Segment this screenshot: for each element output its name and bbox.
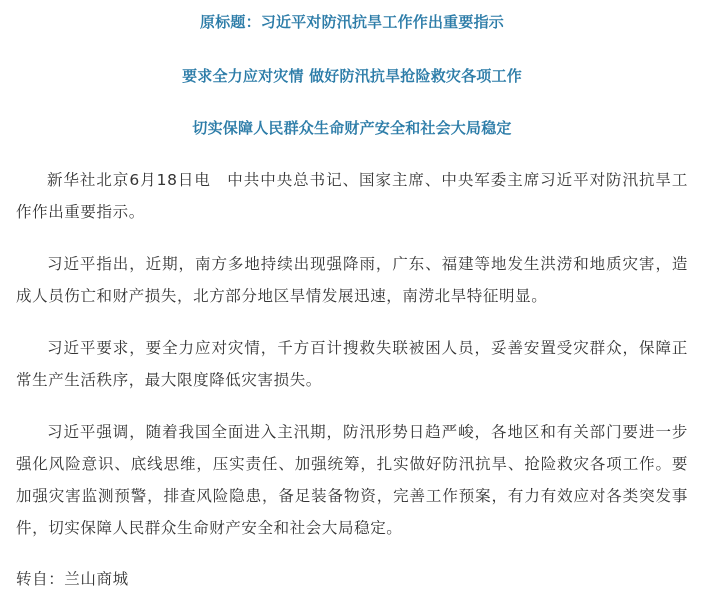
headline-original-title: 原标题：习近平对防汛抗旱工作作出重要指示 — [199, 13, 504, 31]
headline-subtitle-2: 切实保障人民群众生命财产安全和社会大局稳定 — [192, 119, 512, 137]
article-paragraph-lead: 新华社北京6月18日电 中共中央总书记、国家主席、中央军委主席习近平对防汛抗旱工作作出重要指示。 — [16, 171, 688, 221]
article-paragraph-2: 习近平指出，近期，南方多地持续出现强降雨，广东、福建等地发生洪涝和地质灾害，造成人员伤亡和财产损失，北方部分地区旱情发展迅速，南涝北旱特征明显。 — [16, 255, 688, 305]
headline-subtitle: 要求全力应对灾情 做好防汛抗旱抢险救灾各项工作 — [182, 67, 522, 85]
source-attribution: 转自：兰山商城 — [16, 570, 129, 588]
article-paragraph-4: 习近平强调，随着我国全面进入主汛期，防汛形势日趋严峻，各地区和有关部门要进一步强化风险意识、底线思维，压实责任、加强统筹，扎实做好防汛抗旱、抢险救灾各项工作。要加强灾害监测预警，排查风险隐患，备足装备物资，完善工作预案，有力有效应对各类突发事件，切实保障人民群众生命财产安全和社会大局稳定。 — [16, 423, 688, 537]
article-paragraph-3: 习近平要求，要全力应对灾情，千方百计搜救失联被困人员，妥善安置受灾群众，保障正常生产生活秩序，最大限度降低灾害损失。 — [16, 339, 688, 389]
